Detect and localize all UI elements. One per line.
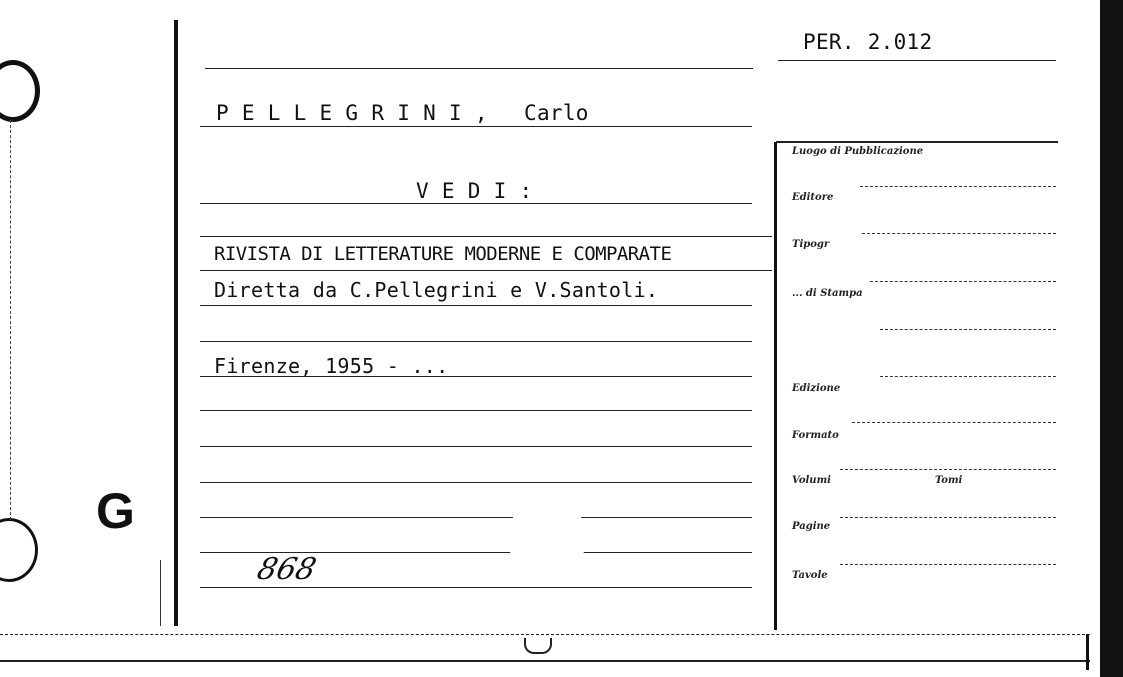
ruled-line <box>200 517 752 518</box>
imprint: Firenze, 1955 - ... <box>214 354 449 378</box>
ruled-line <box>205 68 753 69</box>
card-bottom-edge <box>0 634 1090 635</box>
ruled-line <box>200 341 752 342</box>
see-label: V E D I : <box>416 179 533 203</box>
form-label-tipogr: Tipogr <box>792 239 830 250</box>
form-field-line <box>880 376 1056 377</box>
form-field-line <box>840 517 1056 518</box>
ruled-line <box>200 270 772 271</box>
form-label-stampa: ... di Stampa <box>792 288 863 299</box>
form-panel-left-border <box>774 142 777 630</box>
form-label-tomi: Tomi <box>935 475 963 486</box>
form-field-line <box>870 281 1056 282</box>
title-line-2: Diretta da C.Pellegrini e V.Santoli. <box>214 278 659 302</box>
author-surname: P E L L E G R I N I , <box>216 101 488 125</box>
form-label-editore: Editore <box>792 192 834 203</box>
form-label-tavole: Tavole <box>792 570 828 581</box>
shelfmark: PER. 2.012 <box>803 30 933 54</box>
margin-letter: G <box>96 483 135 539</box>
form-field-line <box>860 186 1056 187</box>
title-line-1: RIVISTA DI LETTERATURE MODERNE E COMPARATE <box>214 243 672 265</box>
form-field-line <box>840 469 1056 470</box>
handwritten-number: 868 <box>253 552 320 587</box>
ruled-line <box>200 305 752 306</box>
ruled-line <box>200 587 752 588</box>
author-firstname: Carlo <box>524 101 589 125</box>
form-field-line <box>852 422 1056 423</box>
card-bottom-edge-2 <box>0 660 1090 662</box>
form-label-formato: Formato <box>792 430 839 441</box>
form-panel-top-border <box>776 141 1058 143</box>
form-field-line <box>862 233 1056 234</box>
ruled-line <box>200 203 752 204</box>
form-field-line <box>840 564 1056 565</box>
left-edge-line <box>10 120 11 520</box>
card-left-border <box>174 20 178 626</box>
ruled-line <box>200 446 752 447</box>
form-field-line <box>880 329 1056 330</box>
bottom-mark <box>524 638 552 654</box>
form-label-pagine: Pagine <box>792 521 831 532</box>
ruled-line <box>200 126 752 127</box>
ruled-line <box>200 236 772 237</box>
shelfmark-underline <box>778 60 1056 61</box>
form-label-edizione: Edizione <box>792 383 841 394</box>
binding-hole-bottom <box>0 518 38 582</box>
binding-hole-top <box>0 60 40 122</box>
ruled-line <box>200 410 752 411</box>
scan-right-edge <box>1100 0 1123 677</box>
form-label-luogo: Luogo di Pubblicazione <box>792 146 924 157</box>
form-label-volumi: Volumi <box>792 475 831 486</box>
ruled-line <box>200 482 752 483</box>
erased-spot <box>506 502 588 572</box>
scan-right-edge-speck <box>1086 634 1089 670</box>
card-inner-right-line <box>160 560 161 626</box>
